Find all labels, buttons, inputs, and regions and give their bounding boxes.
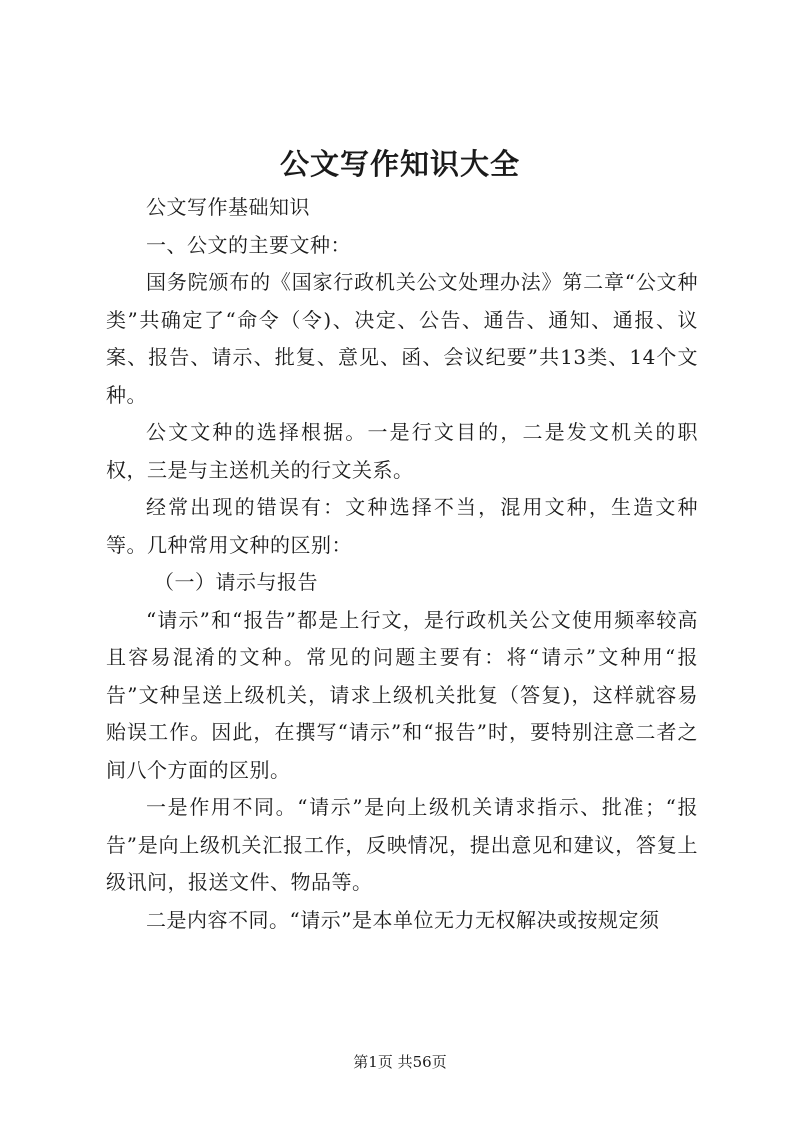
page-number-footer: 第1页 共56页 xyxy=(353,1053,447,1071)
document-body xyxy=(106,189,698,939)
paragraph-section-one: 一、公文的主要文种： xyxy=(146,232,351,257)
paragraph-difference-two: 二是内容不同。“请示”是本单位无力无权解决或按规定须 xyxy=(146,907,660,932)
paragraph-difference-one: 一是作用不同。“请示”是向上级机关请求指示、批准；“报告”是向上级机关汇报工作，反映情况，提出意见和建议，答复上级讯问，报送文件、物品等。 xyxy=(106,795,698,894)
paragraph-document-types: 国务院颁布的《国家行政机关公文处理办法》第二章“公文种类”共确定了“命令（令)、决定、公告、通告、通知、通报、议案、报告、请示、批复、意见、函、会议纪要”共13类、14个文种。 xyxy=(106,270,698,407)
paragraph-request-report: “请示”和“报告”都是上行文，是行政机关公文使用频率较高且容易混淆的文种。常见的问题主要有：将“请示”文种用“报告”文种呈送上级机关，请求上级机关批复（答复)，这样就容易贻误工作。因此，在撰写“请示”和“报告”时，要特别注意二者之间八个方面的区别。 xyxy=(106,607,698,782)
document-title: 公文写作知识大全 xyxy=(279,147,520,181)
paragraph-heading-basics: 公文写作基础知识 xyxy=(146,195,310,219)
paragraph-selection-basis: 公文文种的选择根据。一是行文目的，二是发文机关的职权，三是与主送机关的行文关系。 xyxy=(106,420,698,482)
paragraph-subsection-one: （一）请示与报告 xyxy=(154,570,318,594)
paragraph-common-errors: 经常出现的错误有：文种选择不当，混用文种，生造文种等。几种常用文种的区别： xyxy=(106,495,698,557)
